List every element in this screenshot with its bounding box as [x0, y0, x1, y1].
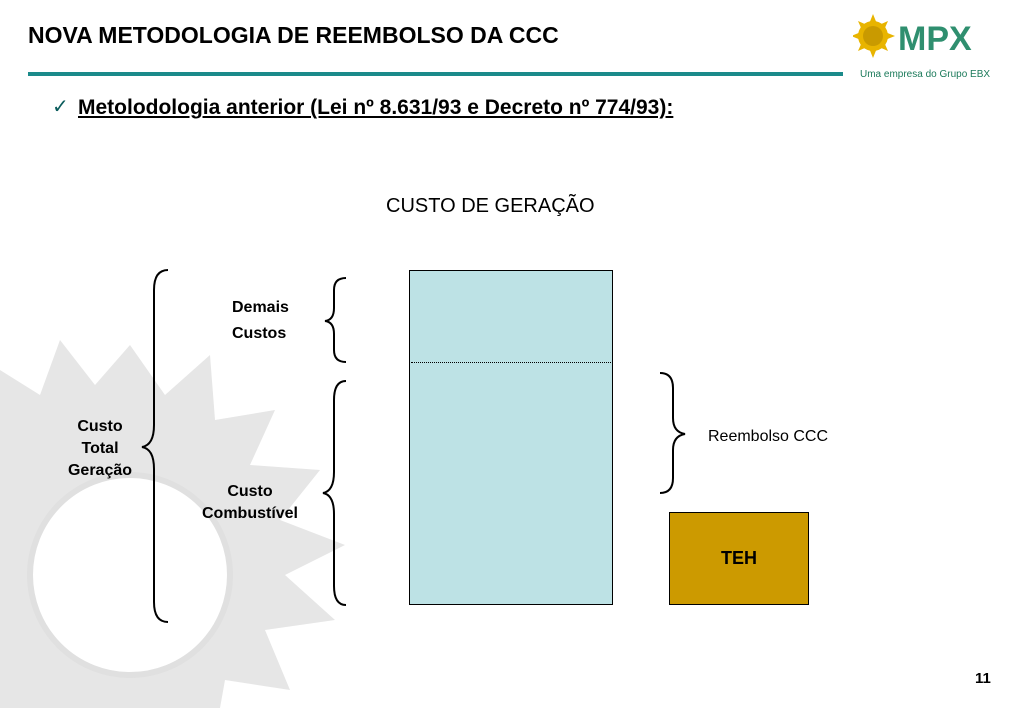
label-demais-line2: Custos — [232, 325, 287, 342]
label-total-line3: Geração — [67, 462, 133, 479]
diagram-title: CUSTO DE GERAÇÃO — [386, 195, 595, 217]
label-comb-line1: Custo — [227, 483, 273, 500]
label-demais-line1: Demais — [232, 299, 289, 316]
page-number: 11 — [975, 670, 991, 687]
bar-dotted-divider — [411, 362, 611, 363]
label-demais-custos — [232, 295, 289, 347]
logo-tagline: Uma empresa do Grupo EBX — [860, 69, 991, 80]
label-comb-line2: Combustível — [201, 505, 298, 522]
logo-text: MPX — [898, 20, 972, 58]
label-custo-total — [50, 416, 150, 482]
brace-reembolso — [660, 373, 685, 493]
teh-label: TEH — [721, 548, 757, 568]
page-title: NOVA METODOLOGIA DE REEMBOLSO DA CCC — [28, 22, 559, 48]
brace-combustivel — [323, 381, 346, 605]
subtitle: Metolodologia anterior (Lei nº 8.631/93 e Decreto nº 774/93): — [78, 96, 674, 119]
label-total-line1: Custo — [77, 418, 123, 435]
label-total-line2: Total — [81, 440, 119, 457]
brace-demais — [325, 278, 346, 362]
cost-bar — [409, 270, 613, 605]
check-icon: ✓ — [52, 96, 69, 118]
label-custo-combustivel — [180, 481, 320, 525]
teh-box — [669, 512, 809, 605]
label-reembolso-ccc: Reembolso CCC — [708, 428, 829, 445]
